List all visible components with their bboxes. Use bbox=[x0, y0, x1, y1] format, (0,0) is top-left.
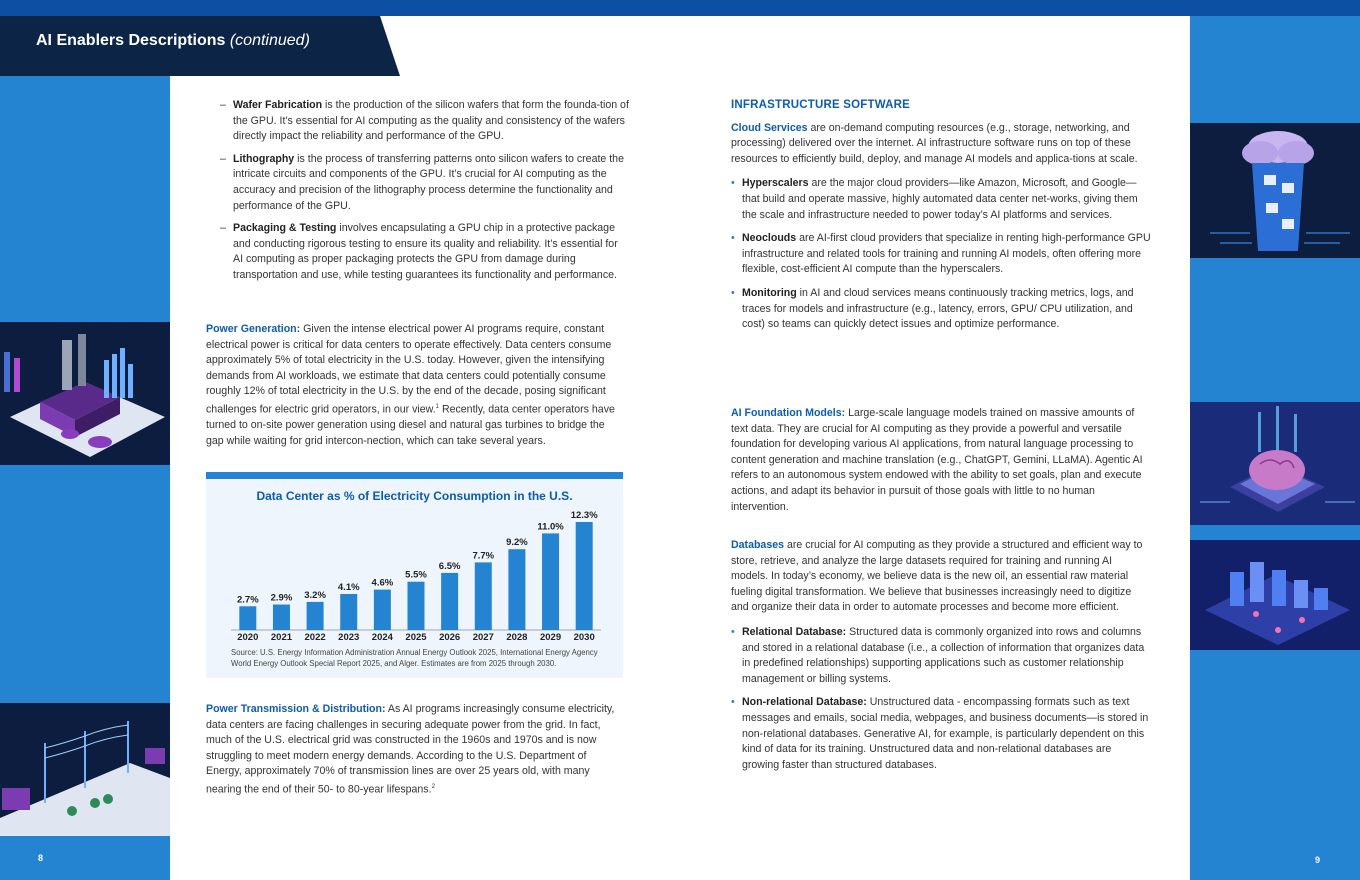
x-tick-label: 2030 bbox=[573, 632, 595, 643]
list-item: • Relational Database: Structured data is commonly organized into rows and columns and stored in a relational database (i.e., a collection of information that organizes data in predefined relationships) supporting applications such as customer relationship management or billing systems. bbox=[731, 625, 1145, 685]
x-tick-label: 2024 bbox=[371, 632, 393, 643]
x-tick-label: 2023 bbox=[338, 632, 360, 643]
data-label: 2.7% bbox=[236, 594, 259, 606]
power-generation-paragraph: Power Generation: Given the intense electrical power AI programs require, constant electrical power is critical for data centers to operate effectively. Data centers consume approximately 5% of total electricity in the U.S. today. However, given the intensifying demands from AI workloads, we estimate that data centers could potentially consume roughly 12% of total electricity in the U.S. by the end of the decade, posing significant challenges for electric grid operators, in our view.$^1$ Recently, data center operators have turned to on-site power generation using diesel and natural gas turbines to bridge the gap while waiting for grid intercon-nection, which can take several years. bbox=[206, 323, 615, 447]
list-item: – Lithography is the process of transferring patterns onto silicon wafers to create the intricate circuits and components of the GPU. It’s crucial for AI computing as the accuracy and precision of the lithography process determine the functionality and performance of the GPU. bbox=[220, 152, 624, 212]
power-plant-icon bbox=[0, 322, 170, 465]
list-item: • Monitoring in AI and cloud services means continuously tracking metrics, logs, and traces for models and infrastructure (e.g., latency, errors, GPU/ CPU utilization, and cost) so teams can quickly detect issues and optimize performance. bbox=[731, 286, 1134, 331]
data-label: 5.5% bbox=[405, 569, 427, 581]
page-number-right: 9 bbox=[1315, 855, 1321, 865]
data-label: 9.2% bbox=[506, 537, 528, 549]
power-plant-illustration bbox=[0, 322, 170, 465]
page-number-left: 8 bbox=[38, 853, 44, 863]
data-label: 7.7% bbox=[472, 550, 495, 562]
bar-2025 bbox=[408, 582, 425, 630]
chart-title: Data Center as % of Electricity Consumption in the U.S. bbox=[256, 489, 573, 503]
electricity-chart bbox=[206, 472, 623, 678]
x-tick-label: 2020 bbox=[237, 632, 259, 643]
brain-chip-icon bbox=[1190, 402, 1360, 525]
bar-2030 bbox=[576, 522, 593, 630]
chart-source: Source: U.S. Energy Information Administration Annual Energy Outlook 2025, International Energy Agency World Energy Outlook Special Report 2025, and Alger. Estimates are from 2025 through 2030. bbox=[231, 648, 598, 668]
power-transmission-paragraph: Power Transmission & Distribution: As AI programs increasingly consume electricity, data centers are facing challenges in securing adequate power from the grid. In fact, much of the U.S. electrical grid was constructed in the 1960s and 1970s and is now struggling to meet modern energy demands. According to the U.S. Department of Energy, approximately 70% of transmission lines are over 25 years old, with many nearing the end of their 50- to 80-year lifespans.$^2$ bbox=[206, 703, 615, 796]
x-tick-label: 2028 bbox=[506, 632, 528, 643]
data-label: 3.2% bbox=[304, 589, 326, 601]
x-tick-label: 2021 bbox=[270, 632, 293, 643]
section-heading: INFRASTRUCTURE SOFTWARE bbox=[731, 99, 911, 111]
ai-chip-brain-illustration bbox=[1190, 402, 1360, 525]
data-label: 12.3% bbox=[570, 510, 598, 521]
x-tick-label: 2029 bbox=[539, 632, 562, 643]
list-item: • Neoclouds are AI-first cloud providers that specialize in renting high-performance GPU infrastructure and related tools for training and running AI models, often offering more flexible, cost-efficient AI compute than the hyperscalers. bbox=[731, 232, 1151, 276]
list-item: • Hyperscalers are the major cloud providers—like Amazon, Microsoft, and Google—that build and operate massive, highly automated data center net-works, giving them the scale and infrastructure needed to power today’s AI platforms and services. bbox=[731, 177, 1138, 221]
bar-2023 bbox=[340, 594, 357, 630]
bar-2020 bbox=[239, 606, 256, 630]
city-icon bbox=[1190, 540, 1360, 650]
bar-2027 bbox=[475, 562, 492, 630]
x-tick-label: 2026 bbox=[439, 632, 461, 643]
data-label: 6.5% bbox=[438, 560, 461, 572]
foundation-models-paragraph: AI Foundation Models: Large-scale language models trained on massive amounts of text data. They are crucial for AI computing as they provide a powerful and versatile foundation for developing various AI applications, from natural language processing to content generation and machine translation (e.g., ChatGPT, Gemini, LLaMA). Agentic AI refers to an autonomous system endowed with the ability to set goals, plan and execute actions, and adapt its behavior in pursuit of those goals with little to no human intervention. bbox=[731, 407, 1143, 513]
right-column bbox=[731, 98, 1151, 341]
bar-2026 bbox=[441, 573, 458, 630]
x-tick-label: 2025 bbox=[405, 632, 427, 643]
bar-chart bbox=[206, 472, 623, 647]
data-label: 2.9% bbox=[270, 592, 293, 604]
power-lines-illustration bbox=[0, 703, 170, 836]
data-label: 4.6% bbox=[371, 577, 394, 589]
data-label: 11.0% bbox=[537, 521, 564, 533]
top-strip bbox=[0, 0, 1360, 16]
list-item: • Non-relational Database: Unstructured data - encompassing formats such as text messages and emails, social media, webpages, and business documents—is stored in non-relational databases. Generative AI, for example, is particularly dependent on this kind of data for its training. Unstructured data and non-relational databases are growing faster than structured databases. bbox=[731, 696, 1149, 771]
x-tick-label: 2027 bbox=[472, 632, 494, 643]
bar-2024 bbox=[374, 590, 391, 630]
transmission-tower-icon bbox=[0, 703, 170, 836]
list-item: – Packaging & Testing involves encapsulating a GPU chip in a protective package and conducting rigorous testing to ensure its quality and reliability. It’s essential for AI computing as proper packaging protects the GPU from damage during transportation and use, while testing guarantees its functionality and performance. bbox=[220, 222, 618, 281]
manufacturing-sub-items bbox=[220, 98, 630, 291]
bar-2021 bbox=[273, 605, 290, 630]
x-tick-label: 2022 bbox=[304, 632, 326, 643]
smart-city-illustration bbox=[1190, 540, 1360, 650]
cloud-server-illustration bbox=[1190, 123, 1360, 258]
page-title: AI Enablers Descriptions (continued) bbox=[36, 32, 310, 49]
databases-section: Databases are crucial for AI computing as they provide a structured and efficient way to store, retrieve, and analyze the large datasets required for training and running AI models. In today’s economy, we believe data is the new oil, an essential raw material fueling digital transformation. We believe that businesses increasingly need to digitize and organize their data in order to automate processes and become more efficient. • Relational Database: Structured data is commonly organized into rows and columns and stored in a relational database (i.e., a collection of information that organizes data in predefined relationships) supporting applications such as customer relationship management or billing systems. • Non-relational Database: Unstructured data - encompassing formats such as text messages and emails, social media, webpages, and business documents—is stored in non-relational databases. Generative AI, for example, is particularly dependent on this kind of data for its training. Unstructured data and non-relational databases are growing faster than structured databases. bbox=[731, 538, 1151, 781]
bar-2028 bbox=[508, 549, 525, 630]
bar-2029 bbox=[542, 533, 559, 630]
data-label: 4.1% bbox=[337, 582, 360, 593]
list-item: – Wafer Fabrication is the production of the silicon wafers that form the founda-tion of the GPU. It’s essential for AI computing as the quality and consistency of the wafers directly impact the reliability and performance of the GPU. bbox=[220, 99, 629, 143]
cloud-services-paragraph: Cloud Services are on-demand computing resources (e.g., storage, networking, and processing) delivered over the internet. AI infrastructure software runs on top of these resources to efficiently build, deploy, and manage AI models and applica-tions at scale. bbox=[731, 121, 1138, 165]
bar-2022 bbox=[307, 602, 324, 630]
cloud-icon bbox=[1190, 123, 1360, 258]
